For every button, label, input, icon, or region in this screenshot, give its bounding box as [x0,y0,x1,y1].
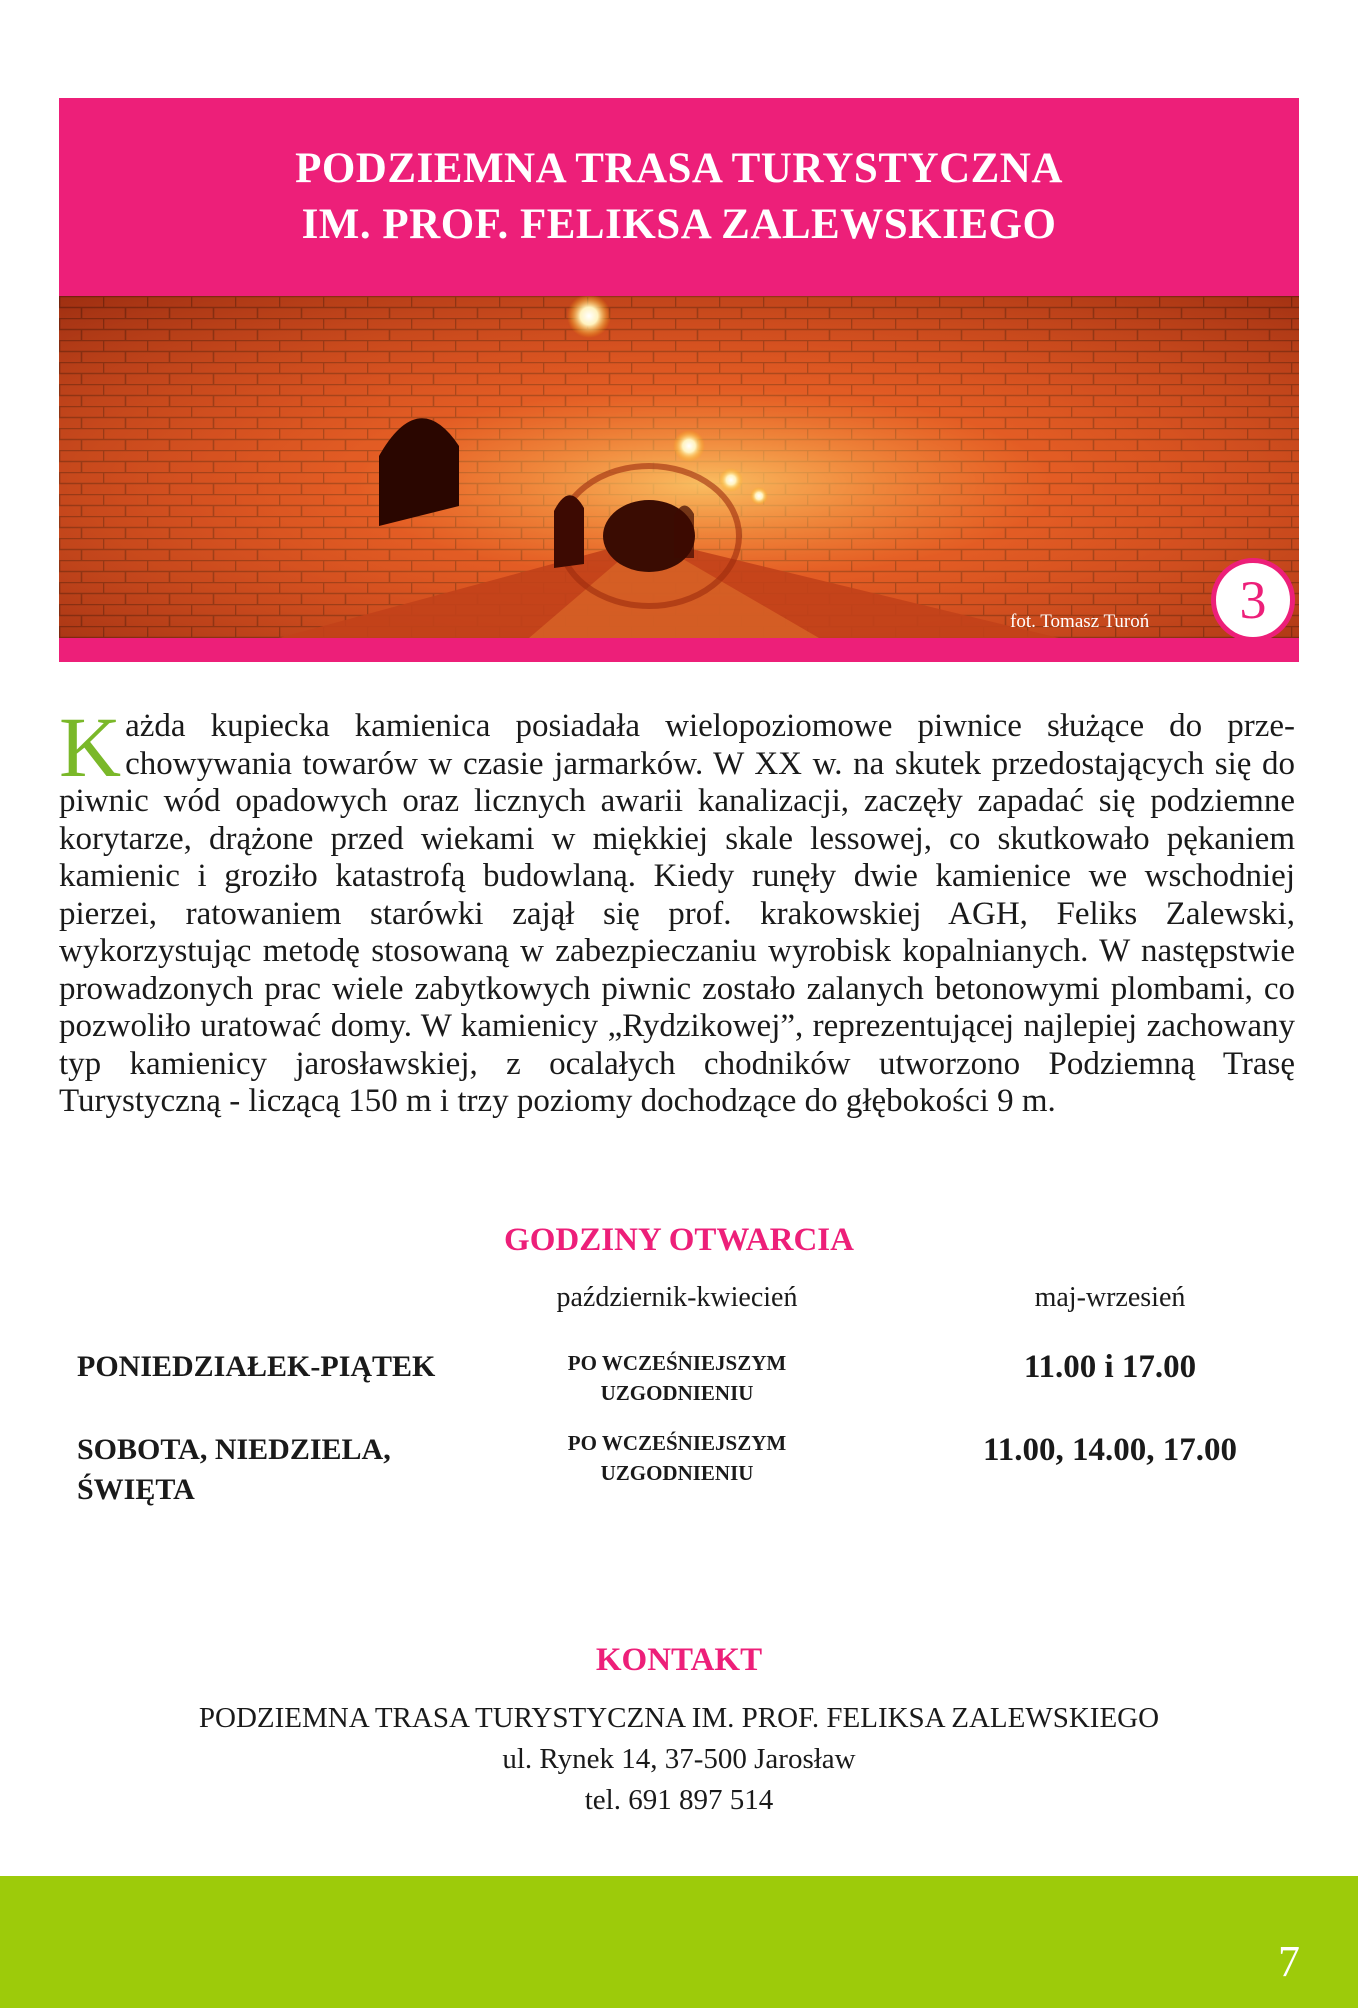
page-title-line-1: PODZIEMNA TRASA TURYSTYCZNA [295,145,1063,192]
drop-cap: K [59,699,122,795]
footer-bar [0,1876,1358,2008]
page-number: 7 [1278,1937,1300,1986]
row-hours-weekdays: 11.00 i 17.00 [1023,1349,1197,1385]
row-note-weekend: PO WCZEŚNIEJSZYM UZGODNIENIU [567,1431,787,1485]
contact-phone: tel. 691 897 514 [584,1784,774,1816]
page-title-line-2: IM. PROF. FELIKSA ZALEWSKIEGO [301,201,1057,248]
contact-name: PODZIEMNA TRASA TURYSTYCZNA IM. PROF. FELIKSA ZALEWSKIEGO [198,1702,1160,1734]
contact-address: ul. Rynek 14, 37-500 Jarosław [502,1743,856,1775]
article-text [59,699,1295,1121]
row-note-weekdays: PO WCZEŚNIEJSZYM UZGODNIENIU [567,1351,787,1405]
row-label-weekend: SOBOTA, NIEDZIELA, ŚWIĘTA [77,1433,391,1506]
photo-bottom-bar [59,638,1299,662]
tunnel-photo [59,296,1299,638]
opening-hours-title: GODZINY OTWARCIA [504,1222,854,1258]
page-title-banner [59,98,1299,296]
row-label-weekdays: PONIEDZIAŁEK-PIĄTEK [77,1350,436,1383]
column-header-winter: październik-kwiecień [556,1282,798,1313]
attraction-number-badge: 3 [1211,558,1295,642]
photo-credit: fot. Tomasz Turoń [1010,611,1150,632]
row-hours-weekend: 11.00, 14.00, 17.00 [983,1432,1237,1468]
article-paragraph: ażda kupiecka kamienica posiadała wielopoziomowe piwnice służące do przechowywania towarów w czasie jarmarków. W XX w. na skutek przedostających się do piwnic wód opadowych oraz licznych awarii kanalizacji, zaczęły zapadać się podziemne korytarze, drążone przed wiekami w miękkiej skale lessowej, co skutkowało pękaniem kamienic i groziło katastrofą budowlaną. Kiedy runęły dwie kamienice we wschodniej pierzei, ratowaniem starówki zajął się prof. krakowskiej AGH, Feliks Zalewski, wykorzystując metodę stosowaną w zabezpieczaniu wyrobisk kopalnianych. W następstwie prowadzonych prac wiele zabytkowych piwnic zostało zalanych betonowymi plombami, co pozwoliło uratować domy. W kamienicy „Rydzikowej”, reprezentującej najlepiej zachowany typ kamienicy jarosławskiej, z ocalałych chodników utworzono Podziemną Trasę Turystyczną - liczącą 150 m i trzy poziomy dochodzące do głębokości 9 m. [59,708,1295,1119]
contact-title: KONTAKT [595,1642,763,1678]
column-header-summer: maj-wrzesień [1034,1282,1186,1313]
